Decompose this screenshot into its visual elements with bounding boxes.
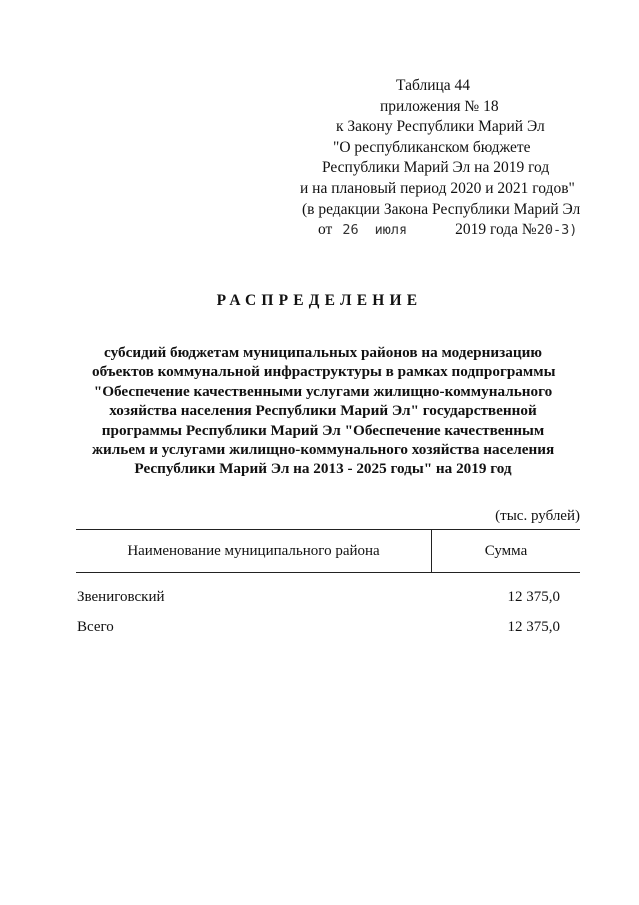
law-number-stamp: 20-З): [536, 222, 578, 239]
date-year-label: 2019 года №: [455, 221, 537, 239]
header-line-law: к Закону Республики Марий Эл: [336, 118, 545, 136]
header-line-table-number: Таблица 44: [396, 77, 471, 94]
header-line-law-title-3: и на плановый период 2020 и 2021 годов": [300, 179, 575, 197]
table-row-total: [76, 612, 580, 642]
table-header: [76, 529, 580, 573]
distribution-table: [76, 529, 580, 642]
table-row: [76, 582, 580, 612]
total-label: Всего: [77, 618, 114, 635]
column-header-sum: Сумма: [484, 542, 528, 559]
units-label: (тыс. рублей): [495, 508, 580, 524]
date-day-stamp: 26: [342, 222, 359, 239]
subtitle-line: жильем и услугами жилищно-коммунального хозяйства населения: [92, 441, 555, 459]
appendix-header: [280, 76, 598, 241]
row-district-name: Звениговский: [77, 588, 165, 605]
column-header-district: Наименование муниципального района: [76, 530, 432, 572]
date-month-stamp: июля: [374, 222, 408, 239]
subtitle-line: Республики Марий Эл на 2013 - 2025 годы" на 2019 год: [134, 460, 512, 478]
document-subtitle: [92, 343, 554, 479]
subtitle-line: "Обеспечение качественными услугами жилищно-коммунального: [93, 382, 553, 400]
header-line-law-title-2: Республики Марий Эл на 2019 год: [322, 159, 550, 177]
subtitle-line: хозяйства населения Республики Марий Эл" государственной: [109, 402, 537, 420]
subtitle-line: объектов коммунальной инфраструктуры в рамках подпрограммы: [92, 363, 556, 381]
header-line-revision: (в редакции Закона Республики Марий Эл: [302, 200, 581, 218]
subtitle-line: программы Республики Марий Эл "Обеспечение качественным: [101, 421, 545, 439]
header-line-revision-date: [280, 220, 598, 241]
date-from-label: от: [318, 221, 333, 239]
subtitle-line: субсидий бюджетам муниципальных районов на модернизацию: [104, 344, 542, 361]
total-sum: 12 375,0: [507, 618, 560, 635]
header-line-law-title-1: "О республиканском бюджете: [333, 138, 531, 156]
header-line-appendix: приложения № 18: [380, 97, 499, 115]
document-title: РАСПРЕДЕЛЕНИЕ: [216, 292, 423, 309]
row-sum: 12 375,0: [507, 588, 560, 605]
